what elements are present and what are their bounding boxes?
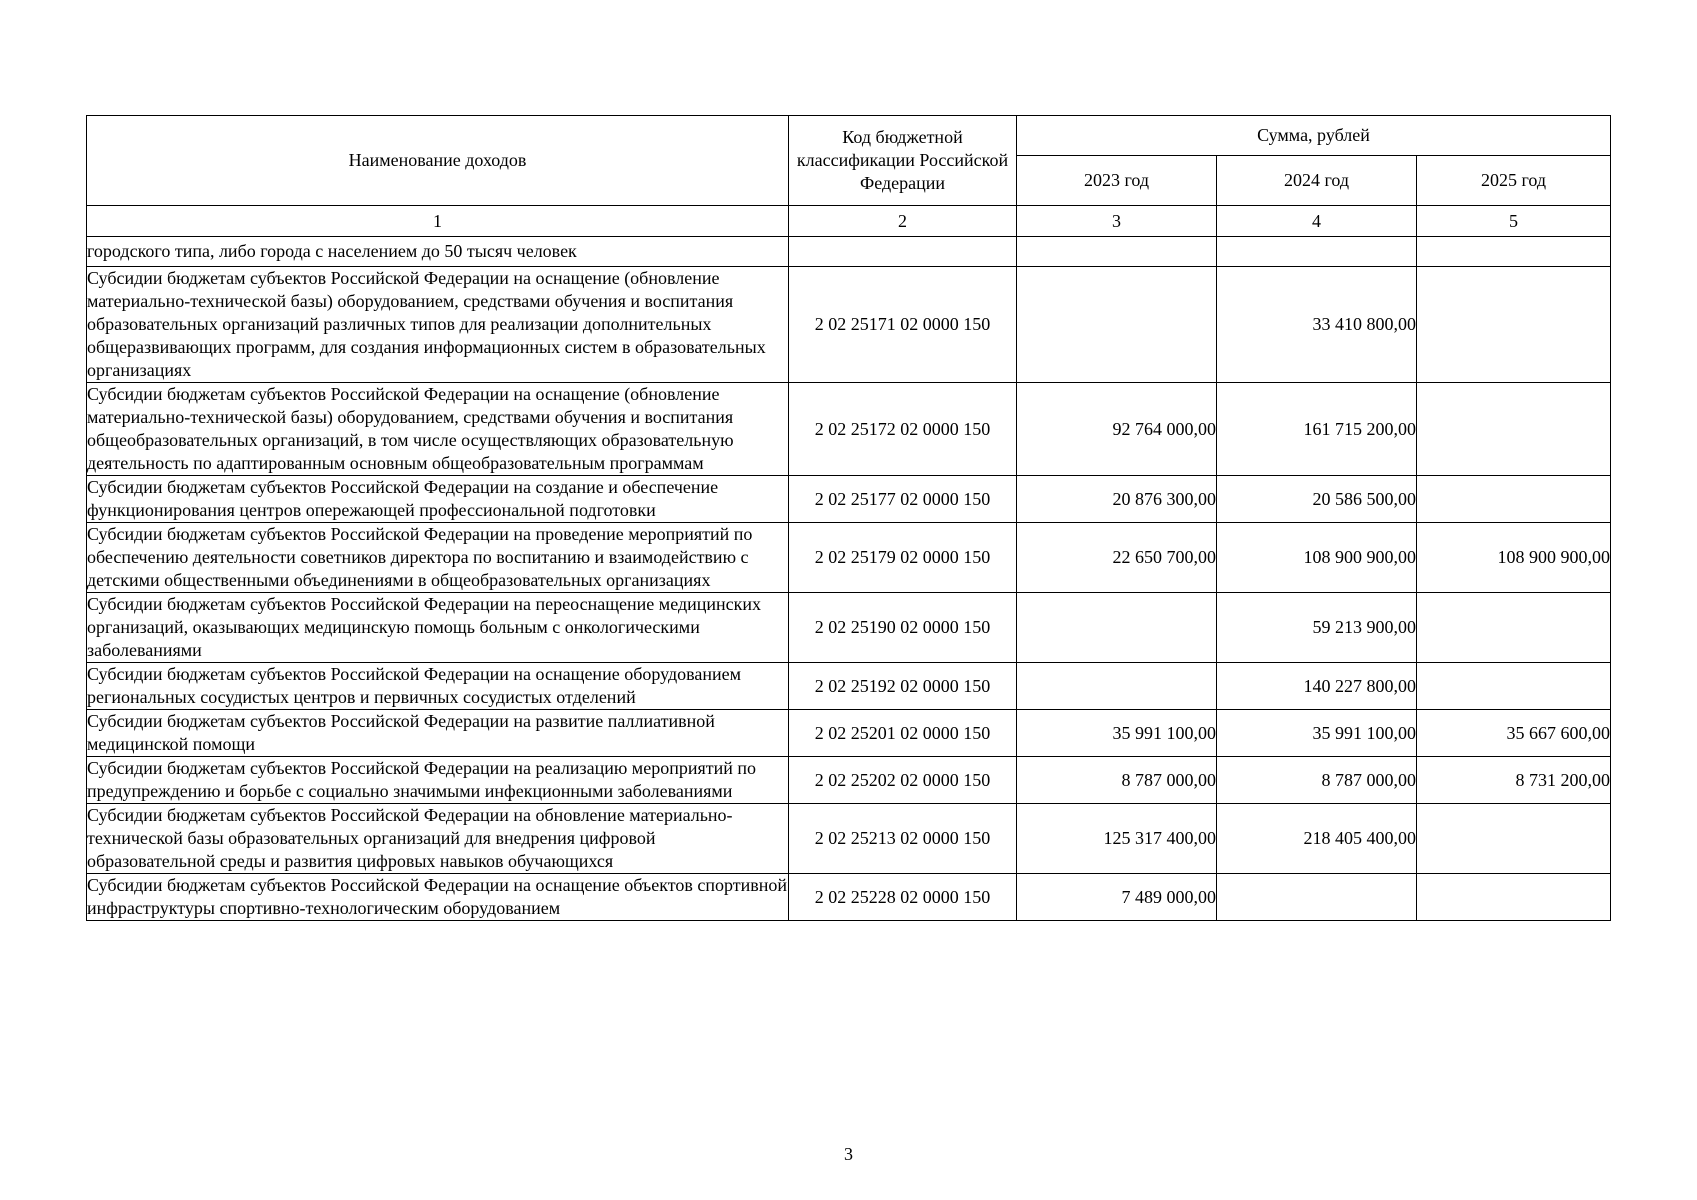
amount-2025 bbox=[1417, 383, 1611, 476]
amount-2024: 59 213 900,00 bbox=[1217, 593, 1417, 663]
income-name: Субсидии бюджетам субъектов Российской Федерации на оснащение оборудованием региональных сосудистых центров и первичных сосудистых отделений bbox=[87, 663, 789, 710]
table-row bbox=[87, 476, 1611, 523]
income-name: Субсидии бюджетам субъектов Российской Федерации на развитие паллиативной медицинской помощи bbox=[87, 710, 789, 757]
amount-2023: 20 876 300,00 bbox=[1017, 476, 1217, 523]
column-number-3: 3 bbox=[1017, 206, 1217, 237]
amount-2023: 92 764 000,00 bbox=[1017, 383, 1217, 476]
column-number-2: 2 bbox=[789, 206, 1017, 237]
amount-2023: 125 317 400,00 bbox=[1017, 804, 1217, 874]
budget-code bbox=[789, 237, 1017, 267]
amount-2023 bbox=[1017, 267, 1217, 383]
header-budget-code: Код бюджетной классификации Российской Федерации bbox=[789, 116, 1017, 206]
header-sum: Сумма, рублей bbox=[1017, 116, 1611, 156]
table-row bbox=[87, 593, 1611, 663]
amount-2023: 35 991 100,00 bbox=[1017, 710, 1217, 757]
table-row bbox=[87, 663, 1611, 710]
amount-2025: 35 667 600,00 bbox=[1417, 710, 1611, 757]
table-row bbox=[87, 237, 1611, 267]
table-row bbox=[87, 757, 1611, 804]
amount-2025: 8 731 200,00 bbox=[1417, 757, 1611, 804]
budget-code: 2 02 25190 02 0000 150 bbox=[789, 593, 1017, 663]
income-name: Субсидии бюджетам субъектов Российской Федерации на создание и обеспечение функционирования центров опережающей профессиональной подготовки bbox=[87, 476, 789, 523]
amount-2024: 8 787 000,00 bbox=[1217, 757, 1417, 804]
amount-2025 bbox=[1417, 593, 1611, 663]
amount-2023: 8 787 000,00 bbox=[1017, 757, 1217, 804]
amount-2023 bbox=[1017, 593, 1217, 663]
income-name: городского типа, либо города с населением до 50 тысяч человек bbox=[87, 237, 789, 267]
table-row bbox=[87, 383, 1611, 476]
amount-2024: 161 715 200,00 bbox=[1217, 383, 1417, 476]
amount-2024 bbox=[1217, 237, 1417, 267]
column-number-1: 1 bbox=[87, 206, 789, 237]
header-year-2023: 2023 год bbox=[1017, 156, 1217, 206]
budget-code: 2 02 25177 02 0000 150 bbox=[789, 476, 1017, 523]
table-row bbox=[87, 804, 1611, 874]
column-number-5: 5 bbox=[1417, 206, 1611, 237]
amount-2025: 108 900 900,00 bbox=[1417, 523, 1611, 593]
amount-2023: 7 489 000,00 bbox=[1017, 874, 1217, 921]
amount-2025 bbox=[1417, 663, 1611, 710]
amount-2025 bbox=[1417, 874, 1611, 921]
amount-2024: 218 405 400,00 bbox=[1217, 804, 1417, 874]
income-name: Субсидии бюджетам субъектов Российской Федерации на оснащение объектов спортивной инфраструктуры спортивно-технологическим оборудованием bbox=[87, 874, 789, 921]
header-income-name: Наименование доходов bbox=[87, 116, 789, 206]
budget-code: 2 02 25179 02 0000 150 bbox=[789, 523, 1017, 593]
income-name: Субсидии бюджетам субъектов Российской Федерации на оснащение (обновление материально-технической базы) оборудованием, средствами обучения и воспитания образовательных организаций различных типов для реализации дополнительных общеразвивающих программ, для создания информационных систем в образовательных организациях bbox=[87, 267, 789, 383]
income-name: Субсидии бюджетам субъектов Российской Федерации на оснащение (обновление материально-технической базы) оборудованием, средствами обучения и воспитания общеобразовательных организаций, в том числе осуществляющих образовательную деятельность по адаптированным основным общеобразовательным программам bbox=[87, 383, 789, 476]
budget-code: 2 02 25213 02 0000 150 bbox=[789, 804, 1017, 874]
revenue-table bbox=[86, 115, 1611, 921]
page-number: 3 bbox=[844, 1144, 853, 1164]
table-row bbox=[87, 523, 1611, 593]
amount-2023 bbox=[1017, 663, 1217, 710]
amount-2024 bbox=[1217, 874, 1417, 921]
amount-2024: 108 900 900,00 bbox=[1217, 523, 1417, 593]
income-name: Субсидии бюджетам субъектов Российской Федерации на проведение мероприятий по обеспечению деятельности советников директора по воспитанию и взаимодействию с детскими общественными объединениями в общеобразовательных организациях bbox=[87, 523, 789, 593]
amount-2025 bbox=[1417, 476, 1611, 523]
amount-2025 bbox=[1417, 237, 1611, 267]
header-year-2025: 2025 год bbox=[1417, 156, 1611, 206]
amount-2024: 20 586 500,00 bbox=[1217, 476, 1417, 523]
budget-code: 2 02 25171 02 0000 150 bbox=[789, 267, 1017, 383]
table-row bbox=[87, 874, 1611, 921]
budget-code: 2 02 25228 02 0000 150 bbox=[789, 874, 1017, 921]
budget-code: 2 02 25201 02 0000 150 bbox=[789, 710, 1017, 757]
budget-code: 2 02 25192 02 0000 150 bbox=[789, 663, 1017, 710]
budget-code: 2 02 25202 02 0000 150 bbox=[789, 757, 1017, 804]
header-year-2024: 2024 год bbox=[1217, 156, 1417, 206]
table-row bbox=[87, 267, 1611, 383]
column-number-4: 4 bbox=[1217, 206, 1417, 237]
income-name: Субсидии бюджетам субъектов Российской Федерации на реализацию мероприятий по предупреждению и борьбе с социально значимыми инфекционными заболеваниями bbox=[87, 757, 789, 804]
amount-2023 bbox=[1017, 237, 1217, 267]
amount-2025 bbox=[1417, 804, 1611, 874]
income-name: Субсидии бюджетам субъектов Российской Федерации на переоснащение медицинских организаций, оказывающих медицинскую помощь больным с онкологическими заболеваниями bbox=[87, 593, 789, 663]
amount-2024: 140 227 800,00 bbox=[1217, 663, 1417, 710]
budget-code: 2 02 25172 02 0000 150 bbox=[789, 383, 1017, 476]
table-row bbox=[87, 710, 1611, 757]
income-name: Субсидии бюджетам субъектов Российской Федерации на обновление материально-технической базы образовательных организаций для внедрения цифровой образовательной среды и развития цифровых навыков обучающихся bbox=[87, 804, 789, 874]
amount-2024: 33 410 800,00 bbox=[1217, 267, 1417, 383]
amount-2025 bbox=[1417, 267, 1611, 383]
amount-2024: 35 991 100,00 bbox=[1217, 710, 1417, 757]
amount-2023: 22 650 700,00 bbox=[1017, 523, 1217, 593]
